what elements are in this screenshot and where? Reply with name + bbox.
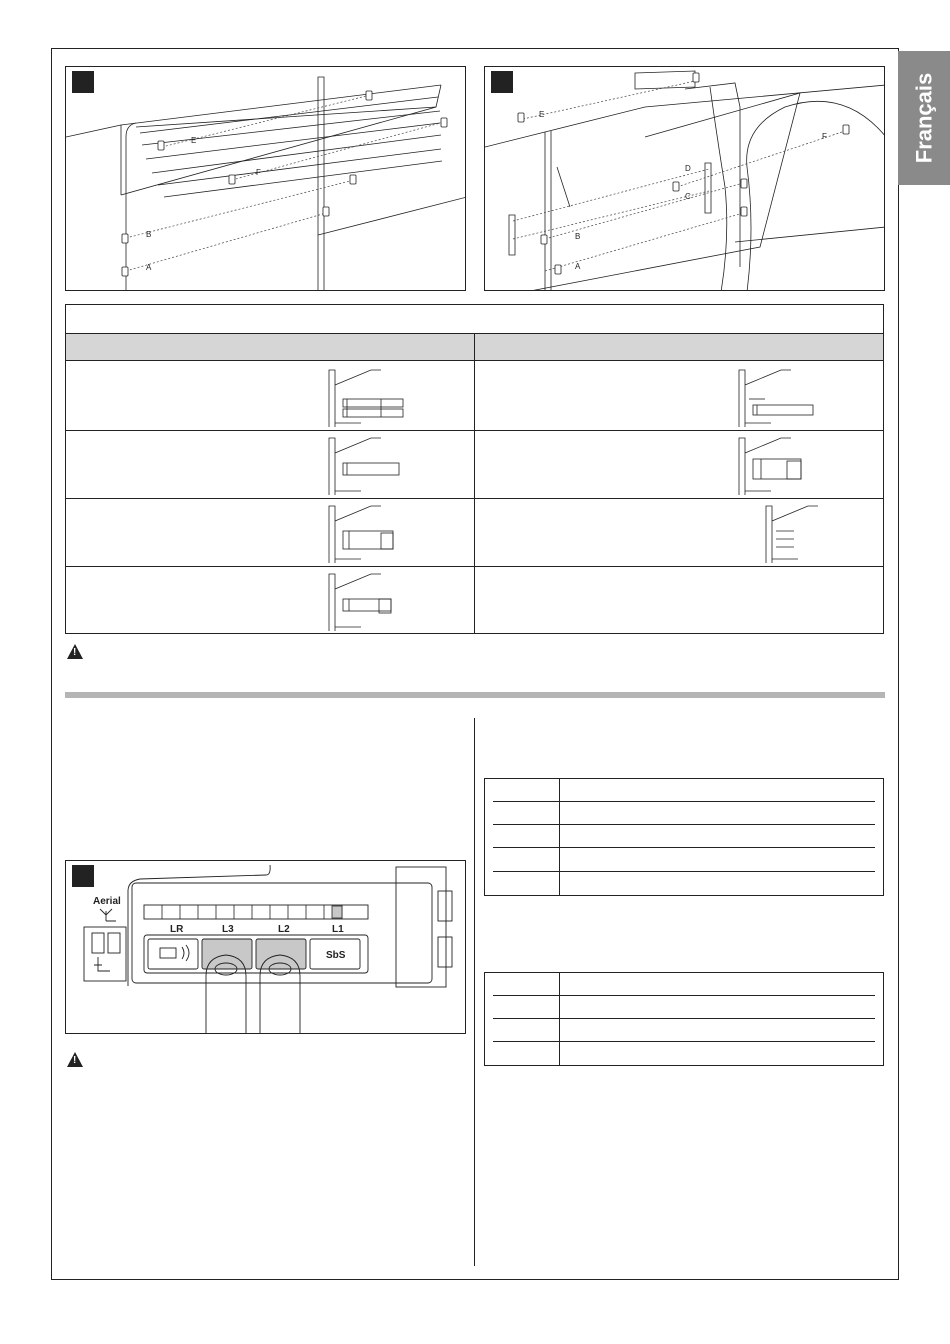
table-row-divider	[493, 871, 875, 872]
led-label-l2: L2	[278, 924, 290, 935]
table-row-divider	[66, 566, 883, 567]
summary-table-2	[484, 972, 884, 1066]
jumper-position-icon	[731, 433, 821, 495]
jumper-position-icon	[321, 569, 411, 631]
table-row-divider	[493, 995, 875, 996]
jumper-position-icon	[321, 365, 411, 427]
language-tab-label: Français	[911, 72, 936, 164]
column-divider	[474, 718, 475, 1266]
led-label-lr: LR	[170, 924, 184, 935]
jumper-position-icon	[321, 501, 411, 563]
jumper-position-icon	[321, 433, 411, 495]
receiver-drawing	[66, 861, 466, 1034]
led-label-l3: L3	[222, 924, 234, 935]
label-e: E	[191, 136, 197, 145]
label-b: B	[575, 232, 581, 241]
summary-table-1	[484, 778, 884, 896]
table-row-divider	[66, 430, 883, 431]
label-f: F	[256, 168, 261, 177]
figure-photocell-gate	[484, 66, 885, 291]
section-divider	[65, 692, 885, 698]
label-a: A	[575, 262, 581, 271]
jumper-position-icon	[758, 501, 838, 563]
language-tab	[898, 51, 950, 185]
table-row-divider	[493, 1041, 875, 1042]
figure-photocell-wall	[65, 66, 466, 291]
table-column-divider	[559, 779, 560, 895]
figure-receiver-buttons	[65, 860, 466, 1034]
led-label-l1: L1	[332, 924, 344, 935]
label-d: D	[685, 164, 691, 173]
table-column-divider	[474, 333, 475, 633]
table-column-divider	[559, 973, 560, 1065]
label-c: C	[685, 192, 691, 201]
aerial-label: Aerial	[93, 896, 121, 907]
table-row-divider	[493, 847, 875, 848]
label-b: B	[146, 230, 152, 239]
photocell-gate-drawing	[485, 67, 885, 291]
label-f: F	[822, 132, 827, 141]
photocell-wall-drawing	[66, 67, 466, 291]
jumper-position-icon	[731, 365, 821, 427]
jumper-table	[65, 304, 884, 634]
table-row-divider	[493, 1018, 875, 1019]
label-e: E	[539, 110, 545, 119]
warning-icon	[67, 1052, 83, 1067]
sbs-button-label: SbS	[326, 950, 346, 961]
warning-icon	[67, 644, 83, 659]
table-row-divider	[493, 801, 875, 802]
label-a: A	[146, 263, 152, 272]
table-row-divider	[493, 824, 875, 825]
table-row-divider	[66, 498, 883, 499]
